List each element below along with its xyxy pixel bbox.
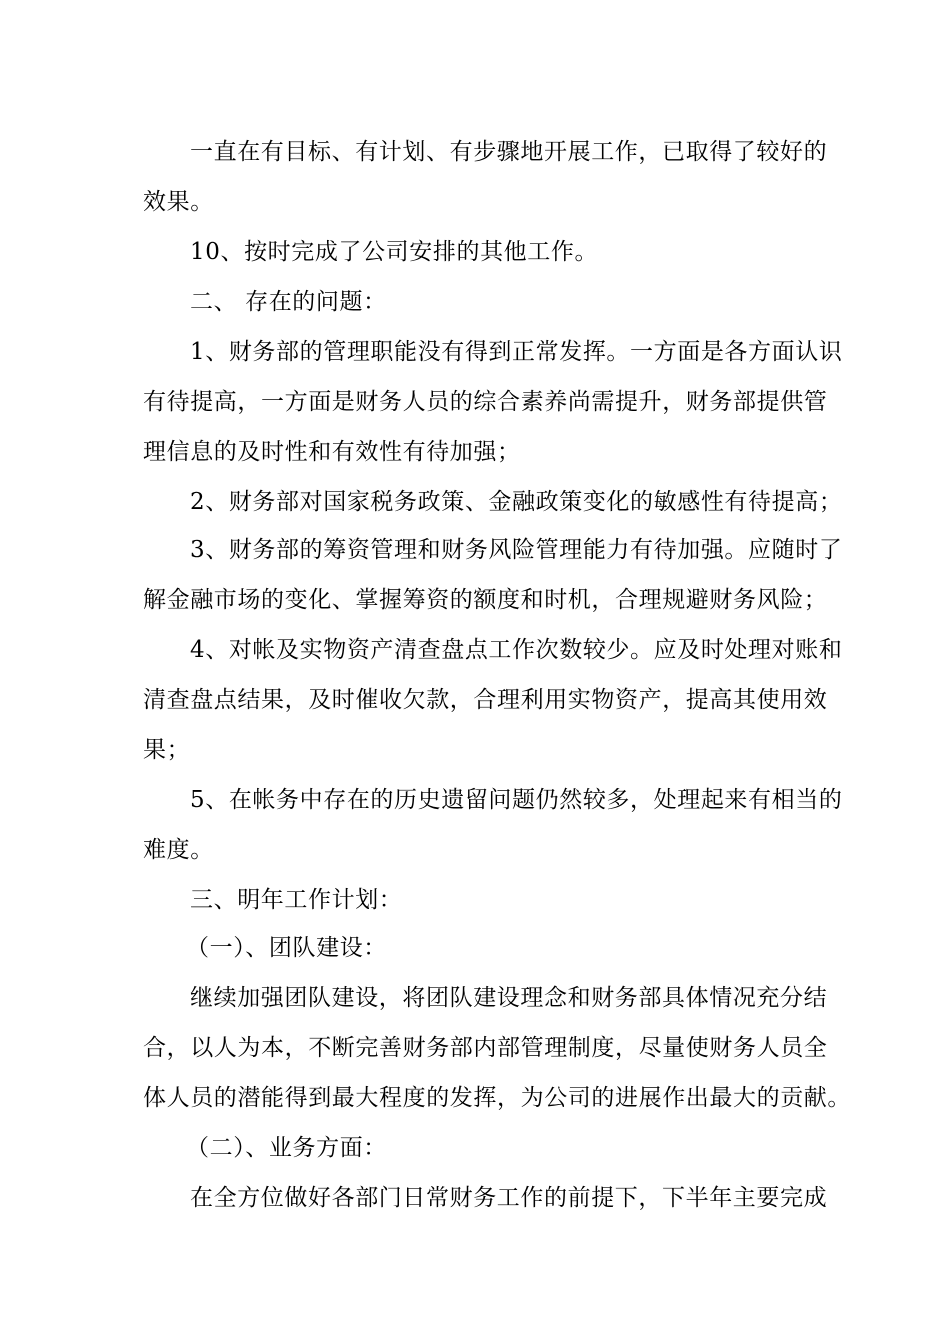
section-heading: 二、 存在的问题： bbox=[190, 289, 387, 315]
paragraph-line: 一直在有目标、有计划、有步骤地开展工作，已取得了较好的 bbox=[190, 139, 828, 165]
paragraph-line: 4、对帐及实物资产清查盘点工作次数较少。应及时处理对账和 bbox=[190, 637, 843, 663]
subsection-heading: （一）、团队建设： bbox=[186, 935, 387, 961]
paragraph-line: 10、按时完成了公司安排的其他工作。 bbox=[190, 239, 599, 265]
subsection-heading: （二）、业务方面： bbox=[186, 1135, 387, 1161]
section-heading: 三、明年工作计划： bbox=[190, 887, 403, 913]
paragraph-line: 体人员的潜能得到最大程度的发挥，为公司的进展作出最大的贡献。 bbox=[143, 1085, 851, 1111]
paragraph-line: 1、财务部的管理职能没有得到正常发挥。一方面是各方面认识 bbox=[190, 339, 843, 365]
paragraph-line: 效果。 bbox=[143, 189, 214, 215]
paragraph-line: 5、在帐务中存在的历史遗留问题仍然较多，处理起来有相当的 bbox=[190, 787, 843, 813]
paragraph-line: 在全方位做好各部门日常财务工作的前提下，下半年主要完成 bbox=[190, 1185, 828, 1211]
paragraph-line: 难度。 bbox=[143, 837, 214, 863]
paragraph-line: 理信息的及时性和有效性有待加强； bbox=[143, 439, 521, 465]
paragraph-line: 2、财务部对国家税务政策、金融政策变化的敏感性有待提高； bbox=[190, 489, 843, 515]
paragraph-line: 合，以人为本，不断完善财务部内部管理制度，尽量使财务人员全 bbox=[143, 1035, 828, 1061]
paragraph-line: 3、财务部的筹资管理和财务风险管理能力有待加强。应随时了 bbox=[190, 537, 843, 563]
paragraph-line: 有待提高，一方面是财务人员的综合素养尚需提升，财务部提供管 bbox=[143, 389, 828, 415]
paragraph-line: 果； bbox=[143, 737, 191, 763]
paragraph-line: 继续加强团队建设，将团队建设理念和财务部具体情况充分结 bbox=[190, 985, 828, 1011]
paragraph-line: 解金融市场的变化、掌握筹资的额度和时机，合理规避财务风险； bbox=[143, 587, 828, 613]
paragraph-line: 清查盘点结果，及时催收欠款，合理利用实物资产，提高其使用效 bbox=[143, 687, 828, 713]
